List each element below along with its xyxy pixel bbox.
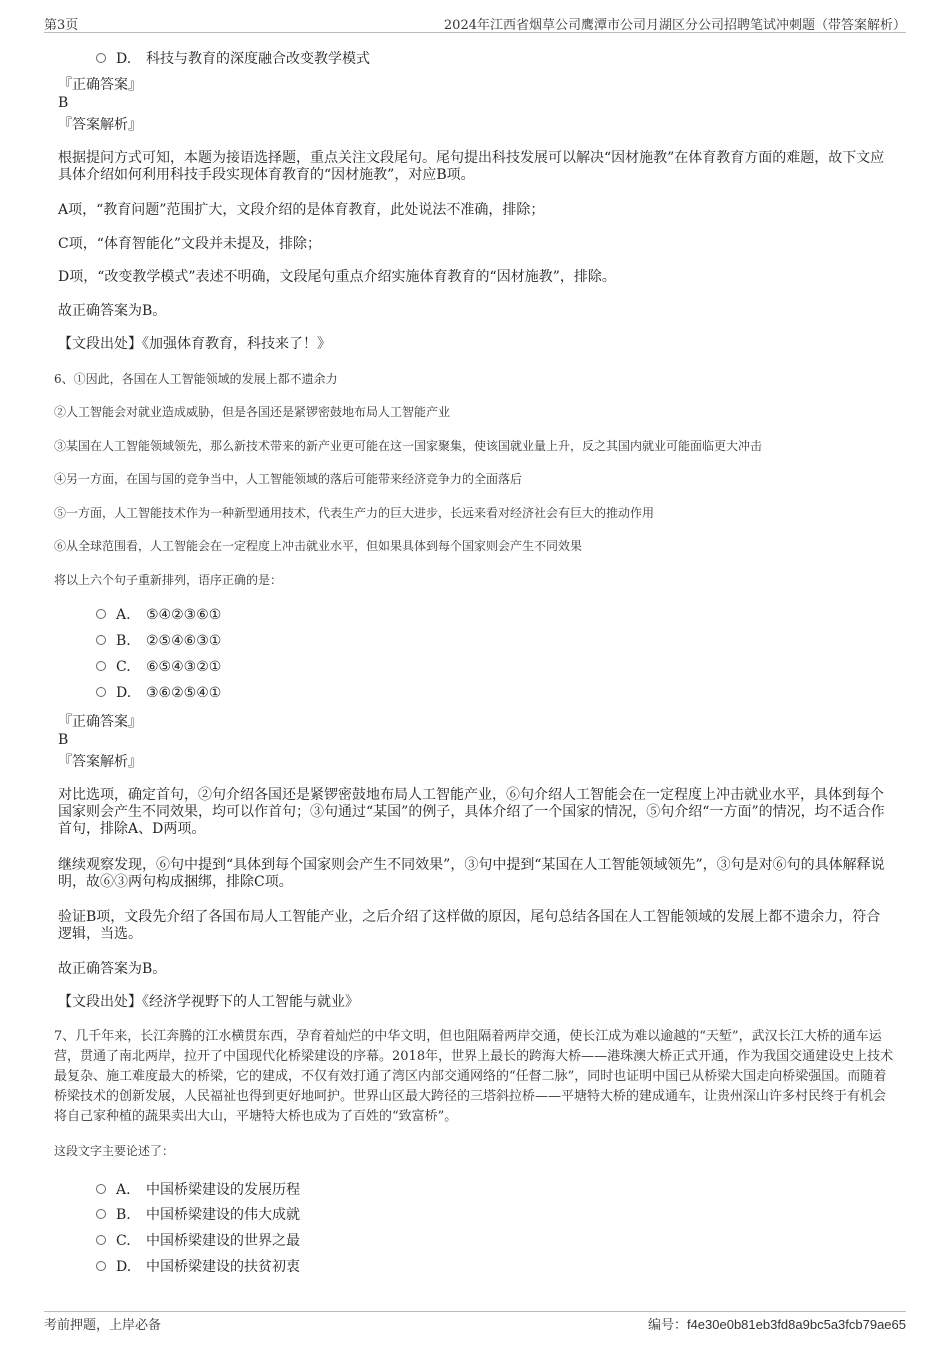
question-prompt: 这段文字主要论述了：: [54, 1144, 175, 1158]
analysis-paragraph: C项，“体育智能化”文段并未提及，排除；: [58, 236, 322, 252]
footer-slogan: 考前押题，上岸必备: [44, 1318, 162, 1333]
question-sentence: ②人工智能会对就业造成威胁，但是各国还是紧锣密鼓地布局人工智能产业: [54, 405, 451, 419]
analysis-paragraph: 根据提问方式可知，本题为接语选择题，重点关注文段尾句。尾句提出科技发展可以解决“因材施教”在体育教育方面的难题，故下文应具体介绍如何利用科技手段实现体育教育的“因材施教”，对应B项。: [58, 150, 885, 183]
radio-icon[interactable]: [96, 687, 106, 697]
question-prompt: 将以上六个句子重新排列，语序正确的是：: [54, 573, 283, 587]
analysis-label: 『答案解析』: [58, 754, 142, 770]
radio-icon[interactable]: [96, 1209, 106, 1219]
footer-code-label: 编号：: [647, 1317, 687, 1332]
radio-icon[interactable]: [96, 53, 106, 63]
analysis-paragraph: 验证B项，文段先介绍了各国布局人工智能产业，之后介绍了这样做的原因，尾句总结各国在人工智能领域的发展上都不遗余力，符合逻辑，当选。: [58, 909, 881, 942]
question-sentence: ⑥从全球范围看，人工智能会在一定程度上冲击就业水平，但如果具体到每个国家则会产生不同效果: [54, 539, 583, 553]
q7-option-a[interactable]: A. 中国桥梁建设的发展历程: [96, 1179, 300, 1199]
question-stem: 7、几千年来，长江奔腾的江水横贯东西，孕育着灿烂的中华文明，但也阻隔着两岸交通，使长江成为难以逾越的“天堑”，武汉长江大桥的通车运营，贯通了南北两岸，拉开了中国现代化桥梁建设的序幕。2018年，世界上最长的跨海大桥——港珠澳大桥正式开通，作为我国交通建设史上技术最复杂、施工难度最大的桥梁，它的建成，不仅有效打通了湾区内部交通网络的“任督二脉”，同时也证明中国已从桥梁大国走向桥梁强国。而随着桥梁技术的创新发展，人民福祉也得到更好地呵护。世界山区最大跨径的三塔斜拉桥——平塘特大桥的建成通车，让贵州深山许多村民终于有机会将自己家种植的蔬果卖出大山，平塘特大桥也成为了百姓的“致富桥”。: [54, 1029, 894, 1124]
correct-answer-label: 『正确答案』: [58, 714, 142, 730]
header-divider: [44, 32, 906, 33]
q7-option-d[interactable]: D. 中国桥梁建设的扶贫初衷: [96, 1256, 300, 1276]
correct-answer: B: [58, 732, 69, 748]
footer-divider: [44, 1311, 906, 1312]
radio-icon[interactable]: [96, 1184, 106, 1194]
radio-icon[interactable]: [96, 1235, 106, 1245]
q6-option-c[interactable]: C. ⑥⑤④③②①: [96, 659, 221, 675]
analysis-paragraph: 对比选项，确定首句，②句介绍各国还是紧锣密鼓地布局人工智能产业，⑥句介绍人工智能会在一定程度上冲击就业水平，具体到每个国家则会产生不同效果，均可以作首句；③句通过“某国”的例子，具体介绍了一个国家的情况，⑤句介绍“一方面”的情况，均不适合作首句，排除A、D两项。: [58, 787, 885, 837]
analysis-paragraph: D项，“改变教学模式”表述不明确，文段尾句重点介绍实施体育教育的“因材施教”，排除。: [58, 269, 616, 285]
q6-option-d[interactable]: D. ③⑥②⑤④①: [96, 685, 221, 701]
page-number: 第3页: [44, 18, 79, 33]
correct-answer: B: [58, 95, 69, 111]
radio-icon[interactable]: [96, 609, 106, 619]
question-sentence: 6、①因此，各国在人工智能领域的发展上都不遗余力: [54, 372, 338, 386]
q6-option-b[interactable]: B. ②⑤④⑥③①: [96, 633, 221, 649]
analysis-paragraph: A项，“教育问题”范围扩大，文段介绍的是体育教育，此处说法不准确，排除；: [58, 202, 545, 218]
q6-option-a[interactable]: A. ⑤④②③⑥①: [96, 607, 221, 623]
question-sentence: ⑤一方面，人工智能技术作为一种新型通用技术，代表生产力的巨大进步，长远来看对经济社会有巨大的推动作用: [54, 506, 655, 520]
source-citation: 【文段出处】《经济学视野下的人工智能与就业》: [58, 994, 359, 1010]
analysis-paragraph: 继续观察发现，⑥句中提到“具体到每个国家则会产生不同效果”，③句中提到“某国在人工智能领域领先”，③句是对⑥句的具体解释说明，故⑥③两句构成捆绑，排除C项。: [58, 857, 885, 890]
source-citation: 【文段出处】《加强体育教育，科技来了！》: [58, 336, 331, 352]
radio-icon[interactable]: [96, 661, 106, 671]
analysis-paragraph: 故正确答案为B。: [58, 961, 167, 977]
q7-option-c[interactable]: C. 中国桥梁建设的世界之最: [96, 1230, 300, 1250]
footer-code-value: f4e30e0b81eb3fd8a9bc5a3fcb79ae65: [686, 1317, 906, 1332]
document-title: 2024年江西省烟草公司鹰潭市公司月湖区分公司招聘笔试冲刺题（带答案解析）: [443, 18, 906, 33]
radio-icon[interactable]: [96, 635, 106, 645]
q7-option-b[interactable]: B. 中国桥梁建设的伟大成就: [96, 1204, 300, 1224]
analysis-label: 『答案解析』: [58, 117, 142, 133]
footer-code: [648, 1314, 906, 1333]
q5-option-d[interactable]: D. 科技与教育的深度融合改变教学模式: [96, 48, 370, 68]
analysis-paragraph: 故正确答案为B。: [58, 303, 167, 319]
question-sentence: ③某国在人工智能领域领先，那么新技术带来的新产业更可能在这一国家聚集，使该国就业量上升，反之其国内就业可能面临更大冲击: [54, 439, 763, 453]
radio-icon[interactable]: [96, 1261, 106, 1271]
question-sentence: ④另一方面，在国与国的竞争当中，人工智能领域的落后可能带来经济竞争力的全面落后: [54, 472, 523, 486]
correct-answer-label: 『正确答案』: [58, 77, 142, 93]
